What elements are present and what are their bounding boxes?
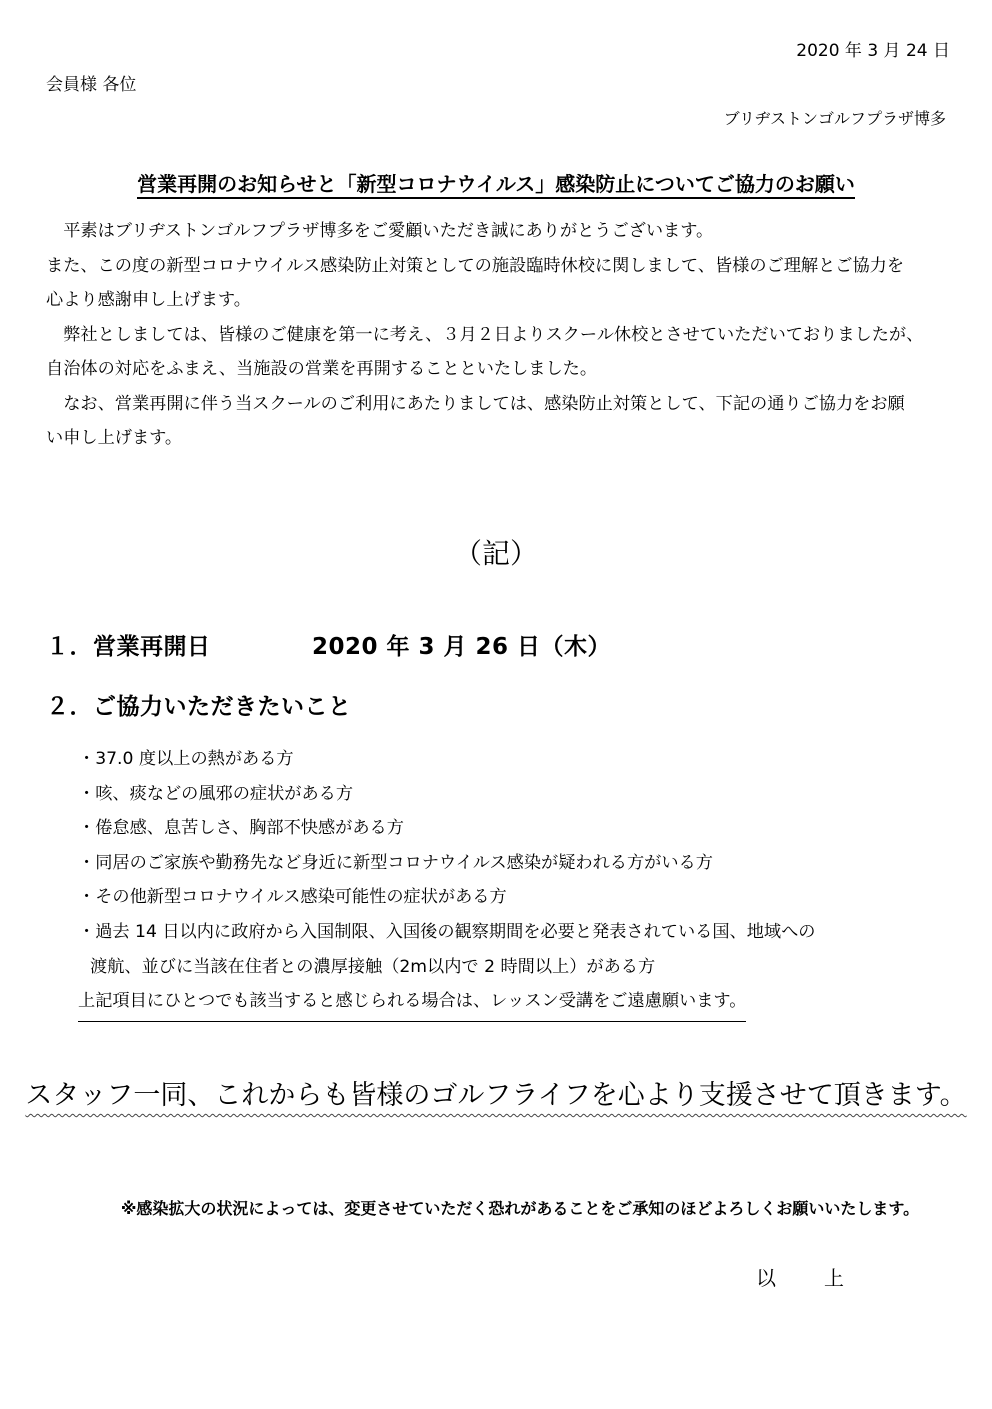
body-paragraph-3-line-2: 自治体の対応をふまえ、当施設の営業を再開することといたしました。 [46, 359, 598, 379]
request-note: 上記項目にひとつでも該当すると感じられる場合は、レッスン受講をご遠慮願います。 [78, 984, 746, 1022]
document-title-text: 営業再開のお知らせと「新型コロナウイルス」感染防止についてご協力のお願い [137, 172, 855, 199]
document-title [0, 168, 992, 197]
section-1-date: 2020 年 3 月 26 日（木） [312, 634, 612, 660]
request-list [78, 742, 816, 1022]
request-item-2: ・咳、痰などの風邪の症状がある方 [78, 783, 354, 804]
request-note-row [78, 984, 816, 1022]
section-1-label: １．営業再開日 [46, 634, 211, 660]
request-item-6: ・過去 14 日以内に政府から入国制限、入国後の観察期間を必要と発表されている国、地域への [78, 921, 816, 942]
request-item-3: ・倦怠感、息苦しさ、胸部不快感がある方 [78, 818, 404, 839]
document-date: 2020 年 3 月 24 日 [796, 41, 950, 61]
sender-name: ブリヂストンゴルフプラザ博多 [723, 109, 946, 128]
caution-note: ※感染拡大の状況によっては、変更させていただく恐れがあることをご承知のほどよろしくお願いいたします。 [120, 1199, 920, 1218]
body-paragraph-4-line-1: なお、営業再開に伴う当スクールのご利用にあたりましては、感染防止対策として、下記の通りご協力をお願 [63, 393, 905, 414]
request-item-4: ・同居のご家族や勤務先など身近に新型コロナウイルス感染が疑われる方がいる方 [78, 852, 713, 873]
body-paragraph-2-line-1: また、この度の新型コロナウイルス感染防止対策としての施設臨時休校に関しまして、皆様のご理解とご協力を [46, 255, 905, 276]
body-paragraph-1: 平素はブリヂストンゴルフプラザ博多をご愛顧いただき誠にありがとうございます。 [63, 221, 714, 241]
recipient-line: 会員様 各位 [46, 75, 137, 95]
request-item-1: ・37.0 度以上の熱がある方 [78, 749, 294, 769]
request-item-6-continuation: 渡航、並びに当該在住者との濃厚接触（2m以内で 2 時間以上）がある方 [90, 956, 656, 977]
staff-message-text: スタッフ一同、これからも皆様のゴルフライフを心より支援させて頂きます。 [25, 1080, 967, 1111]
body-paragraph-2-line-2: 心より感謝申し上げます。 [46, 290, 251, 310]
body-paragraph-3-line-1: 弊社としましては、皆様のご健康を第一に考え、３月２日よりスクール休校とさせていただいておりましたが、 [63, 324, 924, 345]
closing-ijo: 以上 [756, 1266, 892, 1290]
section-2-label: ２．ご協力いただきたいこと [46, 694, 352, 720]
ki-heading: （記） [453, 537, 538, 570]
request-item-5: ・その他新型コロナウイルス感染可能性の症状がある方 [78, 887, 507, 908]
body-text [46, 214, 946, 456]
body-paragraph-4-line-2: い申し上げます。 [46, 428, 183, 448]
staff-message [0, 1073, 992, 1112]
